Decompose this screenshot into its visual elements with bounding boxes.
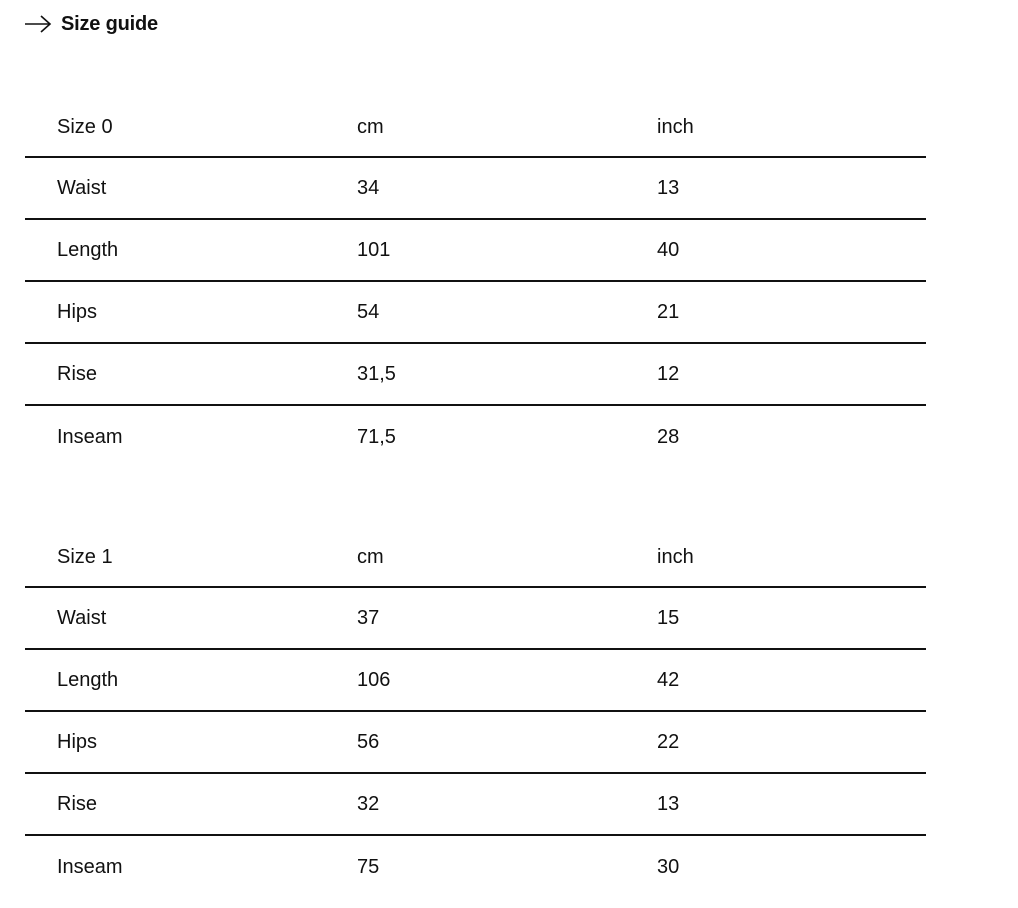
measurement-label: Waist xyxy=(57,177,107,199)
arrow-right-icon xyxy=(24,14,52,34)
measurement-label: Inseam xyxy=(57,856,123,878)
column-header-cm: cm xyxy=(357,545,384,568)
value-cm: 32 xyxy=(357,793,380,815)
value-inch: 12 xyxy=(657,363,680,385)
value-inch: 42 xyxy=(657,669,680,691)
table-row xyxy=(25,282,926,344)
table-row xyxy=(25,344,926,406)
column-header-inch: inch xyxy=(657,545,694,568)
value-cm: 106 xyxy=(357,669,391,691)
value-cm: 31,5 xyxy=(357,363,396,385)
value-cm: 37 xyxy=(357,607,380,629)
value-cm: 54 xyxy=(357,301,380,323)
measurement-label: Hips xyxy=(57,301,98,323)
table-row xyxy=(25,650,926,712)
size-label: Size 0 xyxy=(57,115,113,138)
table-header-row xyxy=(25,527,926,588)
value-inch: 21 xyxy=(657,301,680,323)
size-guide-toggle[interactable] xyxy=(24,11,158,37)
value-inch: 28 xyxy=(657,426,680,448)
measurement-label: Length xyxy=(57,239,119,261)
value-cm: 34 xyxy=(357,177,380,199)
size-table-size-0 xyxy=(25,97,926,468)
value-inch: 15 xyxy=(657,607,680,629)
table-row xyxy=(25,712,926,774)
table-header-row xyxy=(25,97,926,158)
measurement-label: Rise xyxy=(57,793,98,815)
value-cm: 101 xyxy=(357,239,391,261)
measurement-label: Length xyxy=(57,669,119,691)
column-header-cm: cm xyxy=(357,115,384,138)
size-label: Size 1 xyxy=(57,545,113,568)
column-header-inch: inch xyxy=(657,115,694,138)
value-inch: 13 xyxy=(657,177,680,199)
value-inch: 40 xyxy=(657,239,680,261)
measurement-label: Waist xyxy=(57,607,107,629)
table-row xyxy=(25,774,926,836)
table-row xyxy=(25,158,926,220)
table-row xyxy=(25,406,926,468)
value-cm: 71,5 xyxy=(357,426,396,448)
table-row xyxy=(25,836,926,898)
measurement-label: Hips xyxy=(57,731,98,753)
table-row xyxy=(25,588,926,650)
size-guide-title: Size guide xyxy=(61,12,158,35)
table-row xyxy=(25,220,926,282)
measurement-label: Inseam xyxy=(57,426,123,448)
value-cm: 75 xyxy=(357,856,380,878)
value-inch: 30 xyxy=(657,856,680,878)
value-inch: 22 xyxy=(657,731,680,753)
size-table-size-1 xyxy=(25,527,926,898)
measurement-label: Rise xyxy=(57,363,98,385)
value-cm: 56 xyxy=(357,731,380,753)
value-inch: 13 xyxy=(657,793,680,815)
